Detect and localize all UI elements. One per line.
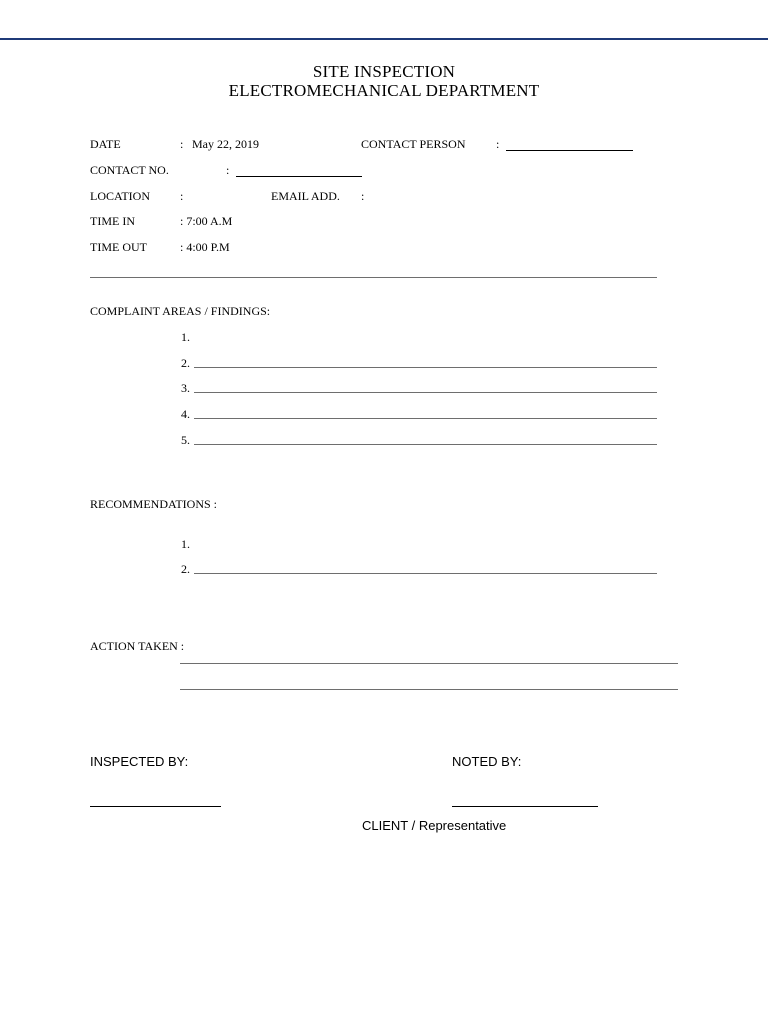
recommendation-number-1: 1.	[181, 537, 190, 551]
time-out-label: TIME OUT	[90, 240, 147, 254]
date-value: May 22, 2019	[192, 137, 259, 151]
complaint-line-5[interactable]	[194, 444, 657, 445]
time-out-value: : 4:00 P.M	[180, 240, 230, 254]
complaints-label: COMPLAINT AREAS / FINDINGS:	[90, 304, 271, 318]
inspected-by-signature-line[interactable]	[90, 806, 221, 807]
action-line-1[interactable]	[180, 663, 678, 664]
complaint-line-4[interactable]	[194, 418, 657, 419]
complaint-number-3: 3.	[181, 381, 190, 395]
contact-no-field[interactable]	[236, 176, 362, 177]
complaint-number-2: 2.	[181, 356, 190, 370]
contact-person-label: CONTACT PERSON	[361, 137, 466, 151]
email-colon: :	[361, 189, 365, 203]
recommendations-label: RECOMMENDATIONS :	[90, 497, 218, 511]
inspected-by-label: INSPECTED BY:	[90, 754, 189, 769]
contact-person-field[interactable]	[506, 150, 633, 151]
location-label: LOCATION	[90, 189, 150, 203]
form-subtitle: ELECTROMECHANICAL DEPARTMENT	[228, 81, 540, 100]
date-label: DATE	[90, 137, 121, 151]
time-in-label: TIME IN	[90, 214, 135, 228]
recommendation-line-2[interactable]	[194, 573, 657, 574]
form-title: SITE INSPECTION	[312, 62, 456, 81]
top-border	[0, 38, 768, 40]
recommendation-number-2: 2.	[181, 562, 190, 576]
action-line-2[interactable]	[180, 689, 678, 690]
complaint-number-1: 1.	[181, 330, 190, 344]
complaint-number-5: 5.	[181, 433, 190, 447]
section-divider	[90, 277, 657, 278]
complaint-number-4: 4.	[181, 407, 190, 421]
email-label: EMAIL ADD.	[271, 189, 340, 203]
complaint-line-3[interactable]	[194, 392, 657, 393]
contact-person-colon: :	[496, 137, 500, 151]
contact-no-colon: :	[226, 163, 230, 177]
complaint-line-2[interactable]	[194, 367, 657, 368]
date-colon: :	[180, 137, 184, 151]
contact-no-label: CONTACT NO.	[90, 163, 169, 177]
client-representative-caption: CLIENT / Representative	[362, 818, 507, 833]
noted-by-label: NOTED BY:	[452, 754, 522, 769]
action-taken-label: ACTION TAKEN :	[90, 639, 185, 653]
noted-by-signature-line[interactable]	[452, 806, 598, 807]
location-colon: :	[180, 189, 184, 203]
time-in-value: : 7:00 A.M	[180, 214, 233, 228]
